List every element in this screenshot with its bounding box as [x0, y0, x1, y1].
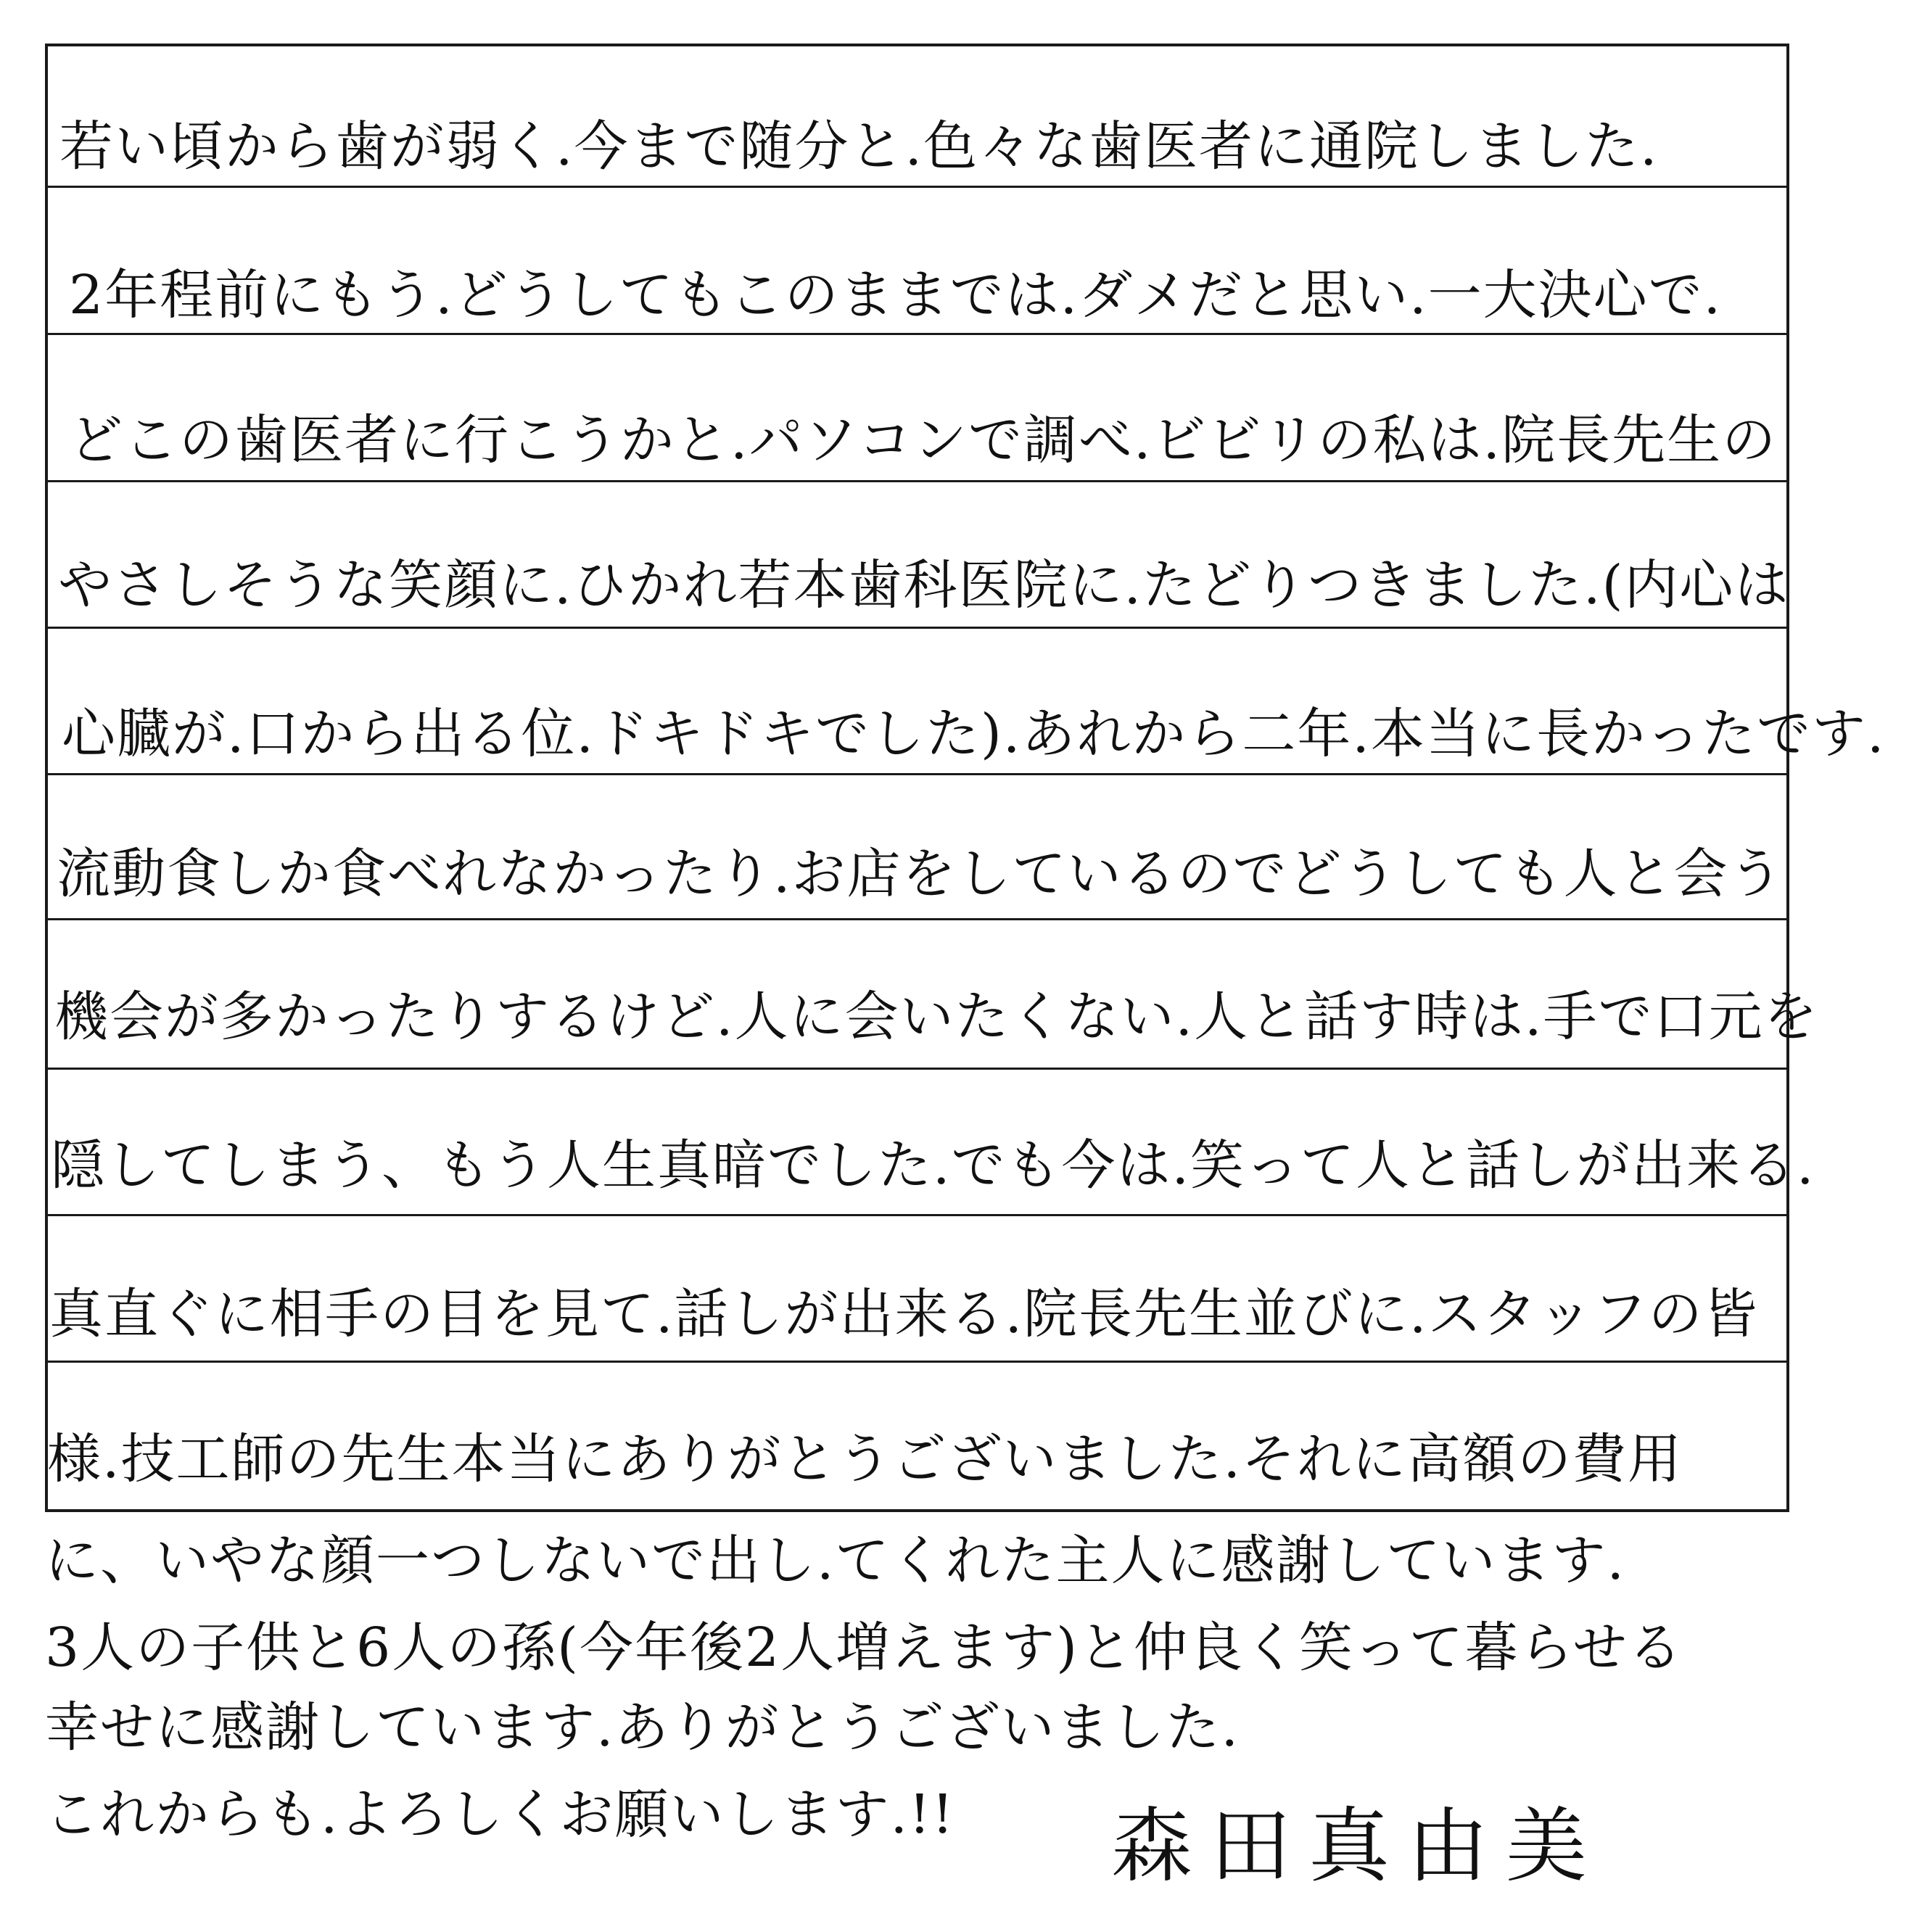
letter-line-8: 隠してしまう、もう人生真暗でした.でも今は.笑って人と話しが出来る.	[51, 1134, 1815, 1197]
letter-line-13: 幸せに感謝しています.ありがとうございました.	[45, 1696, 1240, 1759]
ruled-line	[48, 918, 1786, 920]
letter-line-7: 機会が多かったりするけど.人に会いたくない.人と話す時は.手で口元を	[54, 986, 1819, 1048]
ruled-line	[48, 627, 1786, 629]
letter-line-9: 真直ぐに相手の目を見て.話しが出来る.院長先生並びに.スタッフの皆	[49, 1283, 1759, 1345]
ruled-line	[48, 1214, 1786, 1216]
ruled-line	[48, 1068, 1786, 1070]
ruled-line	[48, 333, 1786, 335]
ruled-line	[48, 480, 1786, 482]
letter-line-5: 心臓が.口から出る位.ドキドキでした).あれから二年.本当に長かったです.	[62, 703, 1886, 765]
letter-line-6: 流動食しか食べれなかったり.お店をしているのでどうしても人と会う	[57, 843, 1784, 905]
ruled-line	[48, 186, 1786, 188]
letter-line-12: 3人の子供と6人の孫(今年後2人増えます)と仲良く笑って暮らせる	[45, 1617, 1683, 1679]
letter-line-2: 2年程前にもう.どうしてもこのままでは.ダメだと思い.一大決心で.	[69, 264, 1723, 326]
signature: 森田真由美	[1111, 1799, 1604, 1894]
letter-line-3: どこの歯医者に行こうかと.パソコンで調べ.ビビリの私は.院長先生の	[69, 409, 1778, 471]
ruled-line	[48, 773, 1786, 775]
letter-line-11: に、いやな顔一つしないで出し.てくれた主人に感謝しています.	[45, 1530, 1626, 1592]
ruled-line	[48, 1361, 1786, 1363]
letter-line-14: これからも.よろしくお願いします.!!	[45, 1783, 955, 1846]
letter-line-1: 若い頃から歯が弱く.今まで随分と.色々な歯医者に通院しました.	[59, 115, 1659, 178]
letter-line-4: やさしそうな笑顔に.ひかれ若本歯科医院に.たどりつきました.(内心は	[58, 554, 1790, 616]
letter-line-10: 様.技工師の先生本当にありがとうございました.それに高額の費用	[47, 1428, 1683, 1490]
